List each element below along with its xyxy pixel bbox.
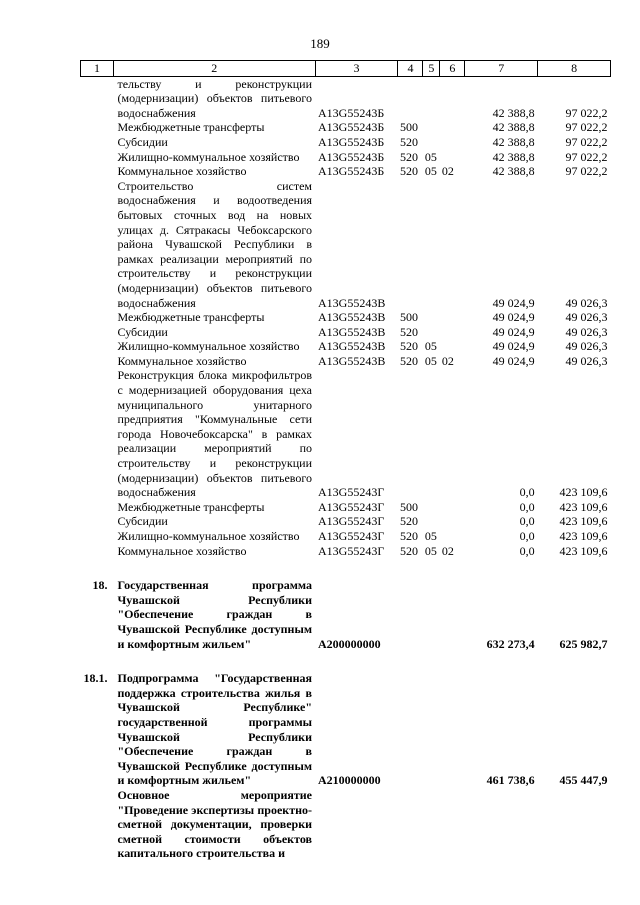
row-number [81, 514, 114, 529]
subsection-code [440, 325, 465, 340]
amount-col7: 0,0 [519, 485, 535, 500]
amount-col8: 49 026,3 [565, 339, 608, 354]
table-row [81, 514, 611, 529]
target-article-code: А13G55243В [318, 324, 386, 339]
section-code: 05 [424, 543, 437, 558]
row-description: Субсидии [117, 324, 168, 339]
header-cell: 1 [81, 61, 114, 77]
row-description: Субсидии [117, 134, 168, 149]
table-row [81, 164, 611, 179]
row-description: Межбюджетные трансферты [117, 310, 265, 325]
target-article-code: А200000000 [318, 636, 381, 651]
amount-col7: 42 388,8 [492, 134, 535, 149]
subsection-code [440, 135, 465, 150]
section-code: 05 [424, 339, 437, 354]
amount-col7: 461 738,6 [486, 773, 535, 788]
section-code: 05 [424, 149, 437, 164]
row-description: Реконструкция блока микрофильтров с модернизацией оборудования цеха муниципального унитарного предприятия "Коммунальные сети города Новочебоксарска" в рамках реализации мероприятий по строительству и реконструкции (модернизации) объектов питьевого водоснабжения [117, 368, 313, 500]
subsection-code: 02 [441, 353, 454, 368]
expense-type-code [398, 578, 423, 651]
expense-type-code [398, 671, 423, 788]
row-description: Коммунальное хозяйство [117, 164, 247, 179]
spacer-cell [81, 558, 611, 578]
section-code [423, 671, 440, 788]
expense-type-code [398, 179, 423, 310]
amount-col7: 0,0 [519, 529, 535, 543]
spacer-row [81, 558, 611, 578]
table-row [81, 500, 611, 515]
table-body [81, 76, 611, 861]
section-code: 05 [424, 529, 437, 543]
expense-type-code: 520 [399, 514, 418, 529]
subsection-code [440, 529, 465, 544]
amount-col8: 423 109,6 [559, 514, 608, 529]
section-code [423, 179, 440, 310]
expense-type-code: 520 [399, 134, 418, 149]
subsection-code [440, 179, 465, 310]
target-article-code: А13G55243Б [318, 164, 385, 179]
table-row [81, 135, 611, 150]
target-article-code: А13G55243Г [318, 543, 385, 558]
table-row [81, 529, 611, 544]
row-description: Государственная программа Чувашской Республики "Обеспечение граждан в Чувашской Республике доступным и комфортным жильем" [117, 578, 313, 651]
section-code [423, 514, 440, 529]
table-row [81, 76, 611, 120]
row-number [81, 76, 114, 120]
row-number [81, 339, 114, 354]
subsection-code [440, 310, 465, 325]
expense-type-code: 500 [399, 310, 418, 325]
table-row [81, 325, 611, 340]
row-number [81, 529, 114, 544]
table-row [81, 310, 611, 325]
row-description: Основное мероприятие "Проведение экспертизы проектно-сметной документации, проверки сметной стоимости объектов капитального строительства и [117, 787, 313, 861]
expense-type-code: 500 [399, 120, 418, 135]
amount-col8: 97 022,2 [565, 120, 608, 135]
row-number [81, 179, 114, 310]
target-article-code: А13G55243В [318, 353, 386, 368]
amount-col8: 423 109,6 [559, 543, 608, 558]
amount-col8: 97 022,2 [565, 149, 608, 164]
amount-col7: 49 024,9 [492, 295, 535, 310]
spacer-row [81, 651, 611, 671]
target-article-code: А13G55243Б [318, 120, 385, 135]
header-cell: 8 [538, 61, 611, 77]
subsection-code [440, 578, 465, 651]
row-description: Строительство систем водоснабжения и водоотведения бытовых сточных вод на новых улицах д. Сятракасы Чебоксарского района Чувашской Республики в рамках реализации мероприятий по строительству и реконструкции (модернизации) объектов питьевого водоснабжения [117, 178, 313, 310]
expense-type-code: 500 [399, 499, 418, 514]
amount-col7: 49 024,9 [492, 339, 535, 354]
target-article-code: А13G55243Б [318, 105, 385, 120]
amount-col8: 49 026,3 [565, 310, 608, 325]
expense-type-code: 520 [399, 353, 418, 368]
subsection-code [440, 368, 465, 499]
subsection-code [440, 339, 465, 354]
header-cell: 2 [113, 61, 315, 77]
row-description: Жилищно-коммунальное хозяйство [117, 339, 300, 354]
amount-col7: 42 388,8 [492, 105, 535, 120]
expense-type-code: 520 [399, 164, 418, 179]
row-number [81, 544, 114, 559]
amount-col8: 97 022,2 [565, 105, 608, 120]
target-article-code: А13G55243Г [318, 514, 385, 529]
amount-col8: 49 026,3 [565, 353, 608, 368]
budget-table [80, 60, 611, 861]
amount-col8: 423 109,6 [559, 485, 608, 500]
amount-col7 [465, 788, 538, 861]
amount-col8: 49 026,3 [565, 324, 608, 339]
section-code [423, 578, 440, 651]
row-description: Коммунальное хозяйство [117, 543, 247, 558]
target-article-code: А13G55243В [318, 295, 386, 310]
amount-col7: 0,0 [519, 543, 535, 558]
expense-type-code: 520 [399, 543, 418, 558]
table-row [81, 179, 611, 310]
section-code: 05 [424, 164, 437, 179]
target-article-code: А13G55243Б [318, 149, 385, 164]
expense-type-code: 520 [399, 529, 418, 543]
amount-col7: 42 388,8 [492, 120, 535, 135]
expense-type-code: 520 [399, 324, 418, 339]
amount-col7: 0,0 [519, 514, 535, 529]
row-description: Жилищно-коммунальное хозяйство [117, 529, 300, 543]
row-description: Межбюджетные трансферты [117, 120, 265, 135]
page-number: 189 [310, 36, 330, 51]
target-article-code: А13G55243Г [318, 485, 385, 500]
amount-col7: 42 388,8 [492, 149, 535, 164]
section-code [423, 500, 440, 515]
table-row [81, 120, 611, 135]
subsection-code [440, 500, 465, 515]
section-code [423, 325, 440, 340]
section-code [423, 788, 440, 861]
row-description: Жилищно-коммунальное хозяйство [117, 149, 300, 164]
header-cell: 7 [465, 61, 538, 77]
section-code [423, 310, 440, 325]
subsection-code [440, 150, 465, 165]
amount-col7: 42 388,8 [492, 164, 535, 179]
subsection-code [440, 514, 465, 529]
amount-col8: 423 109,6 [559, 499, 608, 514]
amount-col8: 97 022,2 [565, 134, 608, 149]
row-description: Субсидии [117, 514, 168, 529]
target-article-code: А210000000 [318, 773, 381, 788]
subsection-code [440, 671, 465, 788]
section-code [423, 368, 440, 499]
row-description: Коммунальное хозяйство [117, 353, 247, 368]
spacer-cell [81, 651, 611, 671]
subsection-code [440, 120, 465, 135]
amount-col8: 49 026,3 [565, 295, 608, 310]
row-number [81, 368, 114, 499]
section-code: 05 [424, 353, 437, 368]
row-description: тельству и реконструкции (модернизации) объектов питьевого водоснабжения [117, 76, 313, 120]
amount-col7: 49 024,9 [492, 353, 535, 368]
section-code [423, 76, 440, 120]
amount-col8: 423 109,6 [559, 529, 608, 543]
table-row [81, 671, 611, 788]
row-number: 18. [92, 578, 108, 593]
table-row [81, 788, 611, 861]
amount-col8: 455 447,9 [559, 773, 608, 788]
amount-col7: 632 273,4 [486, 636, 535, 651]
row-number [81, 310, 114, 325]
row-number [81, 135, 114, 150]
table-row [81, 354, 611, 369]
target-article-code: А13G55243Г [318, 529, 385, 543]
row-number [81, 354, 114, 369]
amount-col7: 0,0 [519, 499, 535, 514]
amount-col8: 625 982,7 [559, 636, 608, 651]
target-article-code [315, 788, 398, 861]
section-code [423, 135, 440, 150]
row-number [81, 150, 114, 165]
expense-type-code [398, 788, 423, 861]
amount-col8: 97 022,2 [565, 164, 608, 179]
row-description: Межбюджетные трансферты [117, 499, 265, 514]
target-article-code: А13G55243Б [318, 134, 385, 149]
row-number: 18.1. [83, 671, 108, 686]
row-number [81, 500, 114, 515]
row-number [81, 164, 114, 179]
table-row [81, 339, 611, 354]
row-number [81, 325, 114, 340]
subsection-code: 02 [441, 164, 454, 179]
table-row [81, 544, 611, 559]
target-article-code: А13G55243В [318, 339, 386, 354]
expense-type-code: 520 [399, 149, 418, 164]
table-row [81, 150, 611, 165]
header-cell: 6 [440, 61, 465, 77]
section-code [423, 120, 440, 135]
target-article-code: А13G55243В [318, 310, 386, 325]
row-number [81, 788, 114, 861]
expense-type-code [398, 368, 423, 499]
subsection-code: 02 [441, 543, 454, 558]
amount-col7: 49 024,9 [492, 324, 535, 339]
expense-type-code [398, 76, 423, 120]
amount-col8 [538, 788, 611, 861]
table-row [81, 578, 611, 651]
row-description: Подпрограмма "Государственная поддержка строительства жилья в Чувашской Республике" государственной программы Чувашской Республики "Обеспечение граждан в Чувашской Республике доступным и комфортным жильем" [117, 671, 313, 788]
header-cell: 4 [398, 61, 423, 77]
header-cell: 5 [423, 61, 440, 77]
table-header-row [81, 61, 611, 77]
header-cell: 3 [315, 61, 398, 77]
subsection-code [440, 788, 465, 861]
expense-type-code: 520 [399, 339, 418, 354]
amount-col7: 49 024,9 [492, 310, 535, 325]
target-article-code: А13G55243Г [318, 499, 385, 514]
table-row [81, 368, 611, 499]
subsection-code [440, 76, 465, 120]
row-number [81, 120, 114, 135]
